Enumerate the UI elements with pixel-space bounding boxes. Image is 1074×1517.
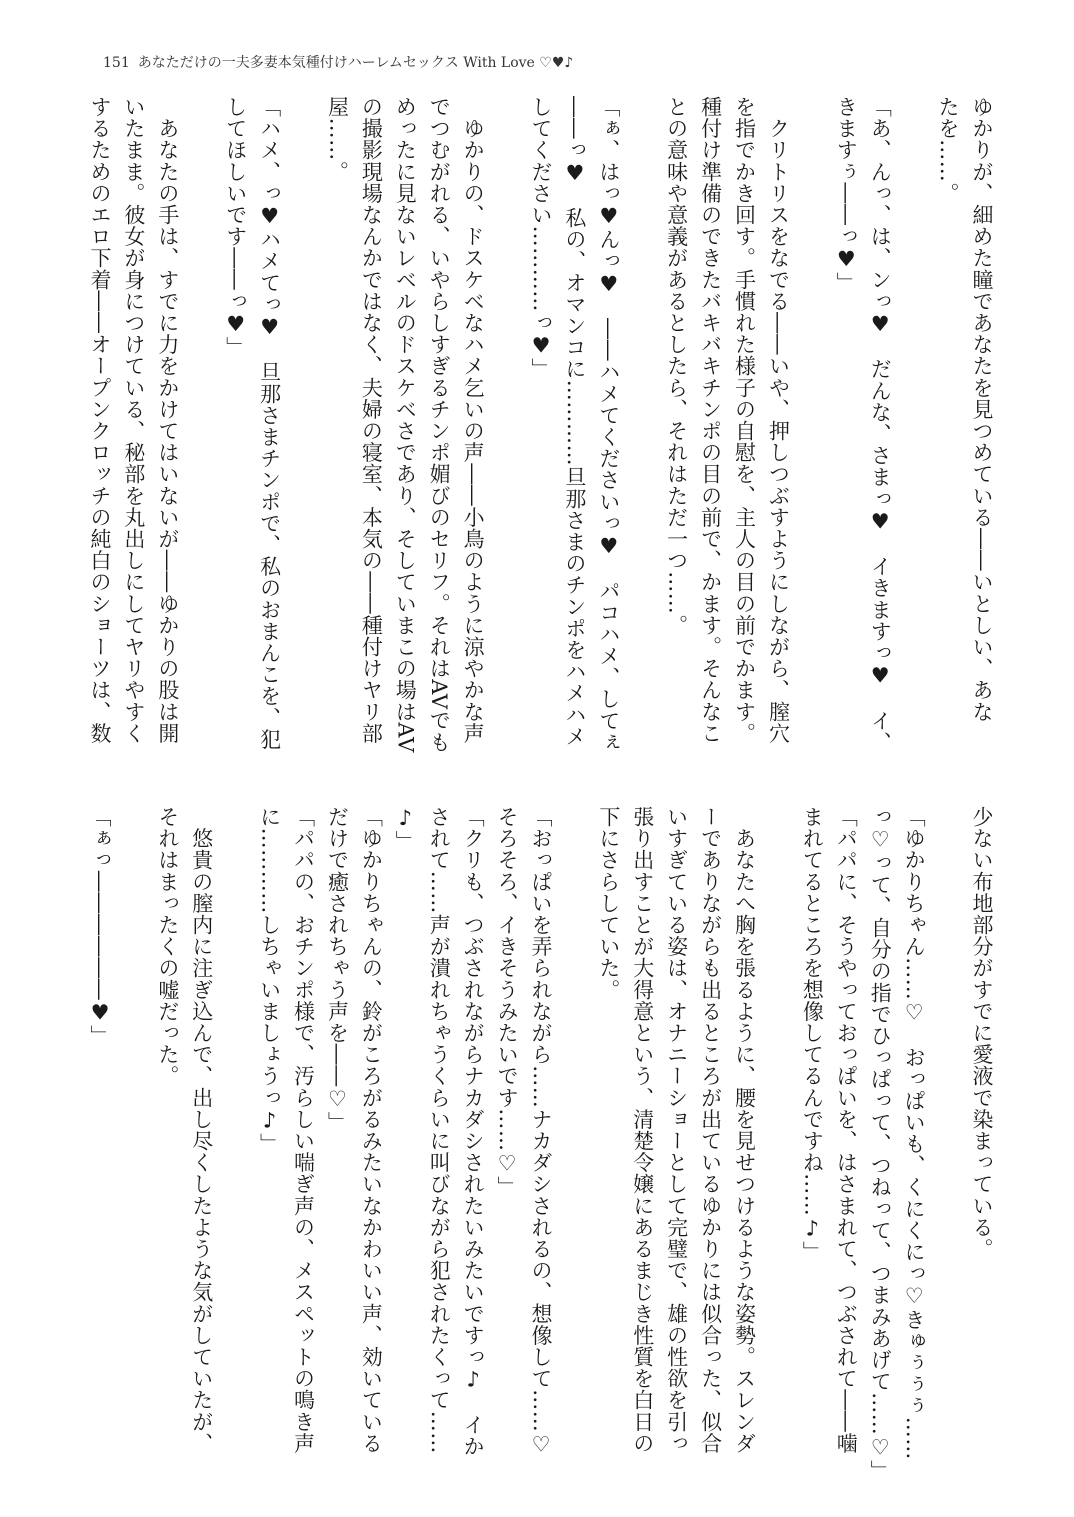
text-column: 「クリも、つぶされながらナカダシされたいみたいですっ♪ イか: [461, 806, 486, 1457]
text-column: 「ハメ、っ♥ハメてっ♥ 旦那さまチンポで、私のおまんこを、犯: [257, 96, 282, 750]
text-column: ♪」: [393, 806, 418, 853]
text-column: まれてるところを想像してるんですね……♪」: [800, 806, 825, 1263]
text-column: 種付け準備のできたバキバキチンポの目の前で、かます。そんなこ: [698, 96, 723, 744]
text-column: 屋……。: [325, 96, 350, 183]
text-column: 少ない布地部分がすでに愛液で染まっている。: [969, 806, 994, 1260]
text-column: でつむがれる、いやらしすぎるチンポ媚びのセリフ。それはAVでも: [427, 96, 452, 753]
text-column: 「ぁ、はっ♥んっ♥ ――ハメてくださいっ♥ パコハメ、してぇ: [596, 96, 621, 753]
blank-line: [292, 96, 316, 736]
text-column: 「ぁっ――――――♥」: [88, 806, 112, 1047]
text-column: してほしいです――っ♥」: [223, 96, 248, 359]
text-column: めったに見ないレベルのドスケベさであり、そしていまこの場はAV: [393, 96, 418, 753]
book-title: あなただけの一夫多妻本気種付けハーレムセックス With Love ♡♥♪: [137, 55, 574, 71]
text-column: 「あ、んっ、は、ンっ♥ だんな、さまっ♥ イきますっ♥ イ、: [868, 96, 893, 753]
blank-line: [800, 96, 824, 736]
page-number: 151: [103, 55, 130, 71]
text-column: の撮影現場なんかではなく、夫婦の寝室、本気の――種付けヤリ部: [359, 96, 384, 744]
blank-line: [902, 96, 926, 736]
text-column: いすぎている姿は、オナニーショーとして完璧で、雄の性欲を引っ: [664, 806, 689, 1454]
text-column: してください…………っ♥」: [528, 96, 553, 380]
text-column: それはまったくの嘘だった。: [155, 806, 180, 1087]
text-column: きますぅ――っ♥」: [834, 96, 859, 294]
text-column: 「ゆかりちゃんの、鈴がころがるみたいなかわいい声、効いている: [359, 806, 384, 1454]
text-column: だけで癒されちゃう声を――♡」: [325, 806, 350, 1133]
text-column: いたまま。彼女が身につけている、秘部を丸出しにしてヤリやすく: [121, 96, 146, 744]
text-column: っ♡って、自分の指でひっぱって、つねって、つまみあげて……♡」: [868, 806, 893, 1482]
text-block-lower: [88, 806, 994, 1482]
text-column: クリトリスをなでる――いや、押しつぶすようにしながら、膣穴: [766, 96, 791, 744]
text-block-upper: [88, 96, 994, 753]
blank-line: [224, 806, 248, 1446]
blank-line: [766, 806, 790, 1446]
blank-line: [495, 96, 519, 736]
text-column: 「ゆかりちゃん……♡ おっぱいも、くにくにっ♡きゅぅぅぅ……: [902, 806, 927, 1460]
text-column: あなたの手は、すでに力をかけてはいないが――ゆかりの股は開: [155, 96, 180, 744]
text-column: されて……声が潰れちゃうくらいに叫びながら犯されたくって……: [427, 806, 452, 1454]
text-column: 下にさらしていた。: [596, 806, 621, 1001]
blank-line: [631, 96, 655, 736]
text-column: ――っ♥ 私の、オマンコに…………旦那さまのチンポをハメハメ: [562, 96, 587, 747]
text-column: するためのエロ下着――オープンクロッチの純白のショーツは、数: [88, 96, 112, 744]
text-column: 「パパの、おチンポ様で、汚らしい喘ぎ声の、メスペットの鳴き声: [291, 806, 316, 1454]
text-column: そろそろ、イきそうみたいです……♡」: [495, 806, 520, 1198]
text-column: 張り出すことが大得意という、清楚令嬢にあるまじき性質を白日の: [630, 806, 655, 1454]
blank-line: [190, 96, 214, 736]
text-column: に…………しちゃいましょうっ♪」: [257, 806, 282, 1155]
text-column: たを……。: [936, 96, 961, 204]
blank-line: [122, 806, 146, 1446]
text-column: 「パパに、そうやっておっぱいを、はさまれて、つぶされて――噛: [834, 806, 859, 1454]
text-column: 「おっぱいを弄られながら……ナカダシされるの、想像して……♡: [528, 806, 553, 1457]
text-column: との意味や意義があるとしたら、それはただ一つ……。: [664, 96, 689, 636]
text-column: ゆかりの、ドスケベなハメ乞いの声――小鳥のように涼やかな声: [461, 96, 486, 744]
text-column: あなたへ胸を張るように、腰を見せつけるような姿勢。スレンダ: [732, 806, 757, 1454]
running-header: [103, 52, 573, 72]
blank-line: [936, 806, 960, 1446]
text-column: 悠貴の膣内に注ぎ込んで、出し尽くしたような気がしていたが、: [189, 806, 214, 1454]
text-column: を指でかき回す。手慣れた様子の自慰を、主人の目の前でかます。: [732, 96, 757, 744]
blank-line: [563, 806, 587, 1446]
text-column: ゆかりが、細めた瞳であなたを見つめている――いとしい、あな: [969, 96, 994, 723]
text-column: ーでありながらも出るところが出ているゆかりには似合った、似合: [698, 806, 723, 1454]
